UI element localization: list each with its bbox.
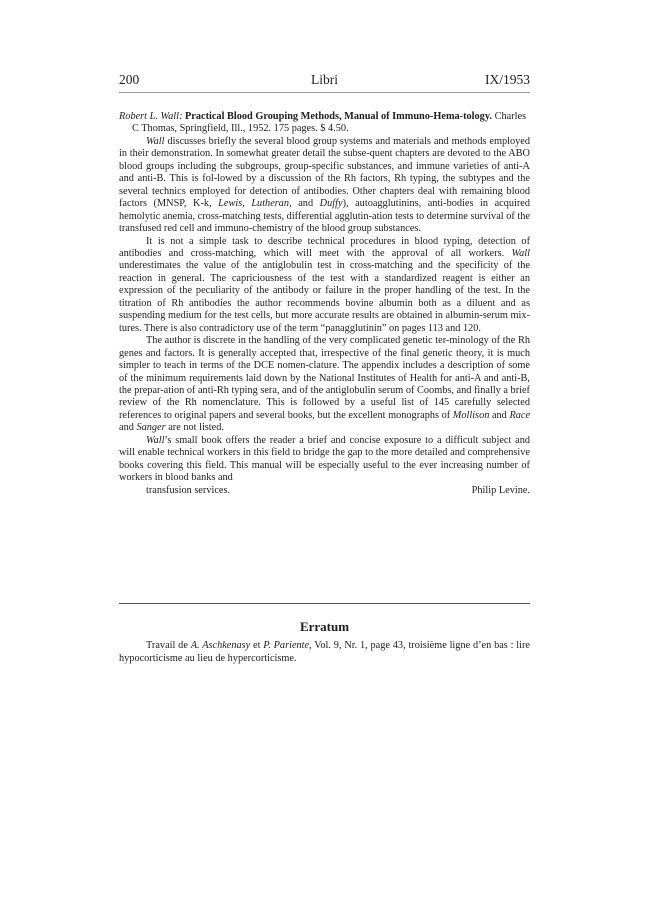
text-run: Vol. 9, Nr. 1, page 43, troisième ligne d’en bas : lire hypocorticisme au lieu de hypercorticisme. — [119, 640, 530, 664]
review-paragraph-3 — [119, 335, 530, 435]
signature-line — [119, 485, 530, 497]
author-ref: Wall — [146, 434, 165, 446]
text-run: underestimates the value of the antiglobulin test in cross-matching and the specificity of the reaction in general. The capriciousness of the test with a standardized reagent is either an expression of the peculiarity of the antibody or failure in the proper handling of the test. In the titration of Rh antibodies the author recommends bovine albumin both as a diluent and as suspending medium for the test cells, but more accurate results are obtained in albumin-serum mix-tures. There is also contradictory use of the term “panagglutinin” on pages 113 and 120. — [119, 260, 530, 334]
review-paragraph-4 — [119, 435, 530, 485]
author-ref: Wall — [146, 135, 165, 147]
reviewed-book-title: Practical Blood Grouping Methods, Manual of Immuno-Hema-tology. — [184, 111, 492, 122]
italic-term: Race — [509, 409, 531, 421]
review-paragraph-2 — [119, 236, 530, 336]
text-run: and — [491, 409, 507, 421]
journal-title: Libri — [311, 72, 338, 87]
page-number: 200 — [119, 72, 140, 87]
italic-term: A. Aschkenasy — [190, 640, 251, 651]
text-run: are not listed. — [168, 422, 224, 434]
text-run: and — [298, 198, 314, 210]
italic-term: P. Pariente, — [263, 640, 312, 651]
text-run: and — [119, 422, 134, 434]
text-run: ), autoagglutinins, anti-bodies in acquired hemolytic anemia, cross-matching tests, differential agglutin-ation tests to determine survival of the transfused red cell and immuno-chemistry of the blood group substances. — [119, 198, 531, 235]
section-divider — [119, 603, 530, 604]
italic-term: Duffy — [319, 198, 343, 210]
italic-term: Sanger — [136, 422, 166, 434]
erratum-body — [119, 640, 530, 665]
erratum-heading: Erratum — [299, 619, 350, 634]
text-run: It is not a simple task to describe technical procedures in blood typing, detection of antibodies and cross-matching, which will meet with the approval of all workers. — [119, 235, 530, 259]
erratum-paragraph — [119, 640, 530, 665]
issue-number: IX/1953 — [485, 72, 530, 87]
text-run: et — [253, 640, 261, 651]
text-run: Travail de — [146, 640, 188, 651]
text-run: discusses briefly the several blood group systems and materials and methods employed in their demonstration. In somewhat greater detail the subse-quent chapters are devoted to the ABO blood groups including the subgroups, group-specific substances, and immune varieties of anti-A and anti-B. This is fol-lowed by a discussion of the Rh factors, Rh typing, the subtypes and the several technics employed for detection of antibodies. Other chapters deal with remaining blood factors (MNSP, K-k, — [119, 135, 531, 210]
running-head — [119, 72, 530, 92]
author-ref: Wall — [511, 247, 530, 259]
reviewer-signature: Philip Levine. — [471, 484, 530, 496]
text-run: ’s small book offers the reader a brief and concise exposure to a difficult subject and will enable technical workers in this field to bridge the gap to the more detailed and comprehensive books covering this field. This manual will be especially useful to the ever increasing number of workers in blood banks and — [119, 434, 530, 484]
review-citation — [119, 111, 530, 136]
book-review — [119, 111, 530, 497]
header-rule — [119, 92, 530, 93]
reviewed-author: Robert L. Wall: — [119, 111, 183, 122]
italic-term: Mollison — [452, 409, 490, 421]
review-paragraph-1 — [119, 136, 530, 236]
italic-term: Lewis, Lutheran, — [218, 198, 292, 210]
text-run: The author is discrete in the handling of the very complicated genetic ter-minology of the Rh genes and factors. It is generally accepted that, irrespective of the final genetic theory, it is much simpler to teach in terms of the DCE nomen-clature. The appendix includes a description of some of the minimum requirements laid down by the National Institutes of Health for anti-A and anti-B, the prepar-ation of anti-Rh typing sera, and of the antiglobulin serum of Coombs, and finally a brief review of the Rh nomenclature. This is followed by a useful list of 145 carefully selected references to original papers and several books, but the excellent monographs of — [119, 335, 530, 421]
publisher-info: Charles C Thomas, Springfield, Ill., 1952. 175 pages. $ 4.50. — [132, 111, 527, 135]
text-run: transfusion services. — [146, 484, 231, 496]
